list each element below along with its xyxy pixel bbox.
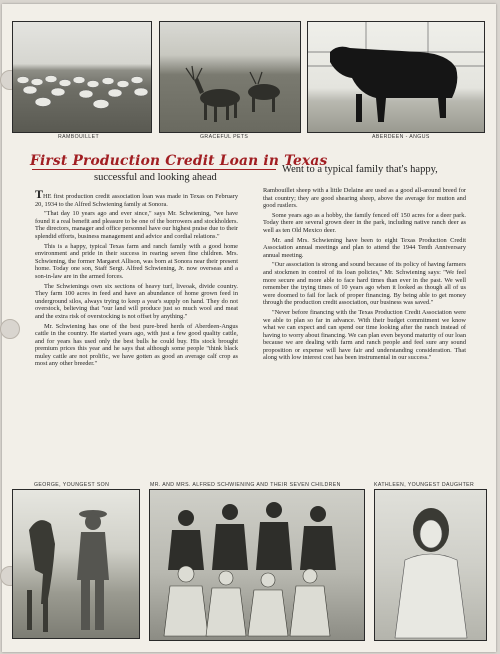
sheep-photo	[12, 21, 152, 133]
photo-caption: RAMBOUILLET	[58, 134, 100, 140]
paragraph: Rambouillet sheep with a little Delaine are used as a good all-around breed for that country; they are good shearing sheep, above the average for mutton and good rustlers.	[263, 187, 466, 210]
paragraph: Mr. Schwiening has one of the best pure-bred herds of Aberdeen-Angus cattle in the country. He started years ago, with just a few good quality cattle, and for years has used only the best bulls he could buy. His stock brought premium prices this year and he says that although some people "think black muley cattle are not prolific, we have gotten as good an average calf crop as most any other breeder."	[35, 322, 238, 368]
family-photo	[149, 489, 365, 641]
photo-caption: MR. AND MRS. ALFRED SCHWIENING AND THEIR SEVEN CHILDREN	[150, 482, 341, 488]
paragraph: Some years ago as a hobby, the family fenced off 150 acres for a deer park. Today there are several grown deer in the park, including native ranch deer as well as ten Old Mexico deer.	[263, 211, 466, 234]
document-page	[2, 4, 496, 652]
kathleen-photo	[374, 489, 487, 641]
left-column	[35, 187, 238, 370]
paragraph: The Schwienings own six sections of heavy turf, liveoak, divide country. They farm 100 acres in feed and have an abundance of home grown feed in underground silos, always trying to keep a year's supply on hand. They do not overstock, believing that "our land will produce just so much wool and meat and the extra risk of overstocking is not offset by anything."	[35, 282, 238, 320]
paragraph: "Never before financing with the Texas Production Credit Association were we able to plan so far in advance. With their budget commitment we know what we can expect and can spend our time looking after the ranch instead of having to worry about financing. We can plan even beyond maturity of our loan because we are dealing with farm and ranch people and feel sure any sound proposition or expense will have fair and understanding consideration. That along with low interest cost has been instrumental in our success."	[263, 308, 466, 362]
right-column	[263, 187, 466, 364]
article-subtitle-line1: Went to a typical family that's happy,	[282, 164, 438, 175]
deer-photo	[159, 21, 301, 133]
photo-caption: KATHLEEN, YOUNGEST DAUGHTER	[374, 482, 475, 488]
paragraph: "That day 10 years ago and ever since," says Mr. Schwiening, "we have found it a real benefit and pleasure to be one of the borrowers and stockholders. The directors, manager and office personnel have our highest praise due to their splendid efforts, business management and advice and cordial relations."	[35, 210, 238, 240]
photo-caption: ABERDEEN - ANGUS	[372, 134, 430, 140]
title-underline	[32, 169, 276, 170]
george-photo	[12, 489, 140, 639]
article-title: First Production Credit Loan in Texas	[30, 153, 328, 169]
paragraph: Mr. and Mrs. Schwiening have been to eight Texas Production Credit Association annual meetings and plan to attend the 1944 Tenth Anniversary annual meeting.	[263, 236, 466, 259]
photo-caption: GRACEFUL PETS	[200, 134, 249, 140]
paragraph: This is a happy, typical Texas farm and ranch family with a good home environment and pride in their success in rearing seven fine children. Mrs. Schwiening, the former Margaret Allison, was born at Sonora near their present home. Today one son, Staff Sergt. Alfred Schwiening, Jr. now overseas and a son-in-law are in the armed forces.	[35, 242, 238, 280]
drop-cap: T	[35, 187, 44, 201]
bull-photo	[307, 21, 485, 133]
paragraph: THE first production credit association loan was made in Texas on February 20, 1934 to the Alfred Schwiening family at Sonora.	[35, 187, 238, 208]
binder-hole	[0, 319, 20, 339]
photo-caption: GEORGE, YOUNGEST SON	[34, 482, 110, 488]
article-subtitle-line2: successful and looking ahead	[94, 172, 217, 183]
paragraph: "Our association is strong and sound because of its policy of having farmers and stockmen in control of its loan policies," Mr. Schwiening says: "We feel more secure and more able to face hard times than ever in the past. We well remember the trying times of 10 years ago when it looked as though all of us were doomed to fail for lack of proper financing. By being able to get money through the production credit association, our business was saved."	[263, 261, 466, 307]
